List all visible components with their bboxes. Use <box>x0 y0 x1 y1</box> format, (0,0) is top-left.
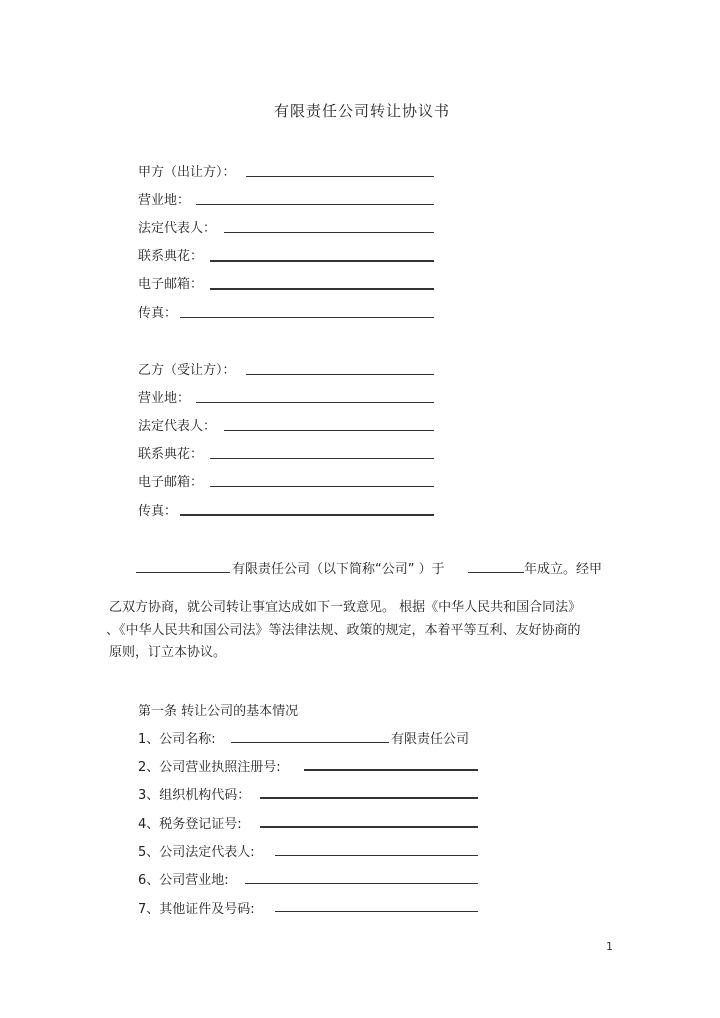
article-1-item-4: 4、税务登记证号: <box>138 817 242 832</box>
party-b-email-label: 电子邮箱： <box>138 475 204 490</box>
party-b-phone-label: 联系典花： <box>138 447 204 462</box>
party-a-heading: 甲方（出让方）： <box>138 165 236 180</box>
article-1-item-7: 7、其他证件及号码: <box>138 902 255 917</box>
party-b-fax-label: 传真： <box>138 504 178 519</box>
article-1-item-1: 1、公司名称: <box>138 732 216 747</box>
party-b-phone-field[interactable] <box>210 458 434 459</box>
intro-text-line4: 原则，订立本协议。 <box>109 645 227 660</box>
business-license-field[interactable] <box>304 769 478 771</box>
party-a-fax-field[interactable] <box>180 317 434 318</box>
tax-registration-field[interactable] <box>260 826 478 828</box>
company-name-suffix: 有限责任公司 <box>391 732 470 747</box>
party-a-name-field[interactable] <box>246 176 434 177</box>
party-a-email-label: 电子邮箱： <box>138 277 204 292</box>
party-a-email-field[interactable] <box>210 288 434 290</box>
founding-year-blank[interactable] <box>468 572 524 573</box>
party-a-phone-label: 联系典花： <box>138 249 204 264</box>
other-certificates-field[interactable] <box>275 911 478 912</box>
intro-text-2: 年成立。经甲 <box>524 562 603 577</box>
page-title: 有限责任公司转让协议书 <box>274 102 451 120</box>
party-a-address-field[interactable] <box>196 204 434 205</box>
article-1-item-5: 5、公司法定代表人: <box>138 845 255 860</box>
intro-text-line2: 乙双方协商，就公司转让事宜达成如下一致意见。 根据《中华人民共和国合同法》 <box>109 600 582 615</box>
company-name-blank[interactable] <box>136 572 230 573</box>
article-1-heading: 第一条 转让公司的基本情况 <box>138 704 299 719</box>
party-b-address-label: 营业地： <box>138 391 191 406</box>
company-address-field[interactable] <box>245 883 478 884</box>
party-b-heading: 乙方（受让方）： <box>138 363 236 378</box>
intro-text-line3: 、《中华人民共和国公司法》等法律法规、政策的规定，本着平等互利、友好协商的 <box>106 623 581 638</box>
org-code-field[interactable] <box>260 797 478 799</box>
party-b-address-field[interactable] <box>196 402 434 403</box>
party-a-address-label: 营业地： <box>138 193 191 208</box>
party-a-legal-rep-label: 法定代表人： <box>138 221 217 236</box>
party-a-phone-field[interactable] <box>210 260 434 262</box>
party-a-fax-label: 传真： <box>138 306 178 321</box>
party-b-legal-rep-label: 法定代表人： <box>138 419 217 434</box>
article-1-item-2: 2、公司营业执照注册号: <box>138 760 281 775</box>
page-number: 1 <box>606 940 613 953</box>
party-b-fax-field[interactable] <box>180 514 434 516</box>
company-name-field[interactable] <box>231 742 389 743</box>
article-1-item-3: 3、组织机构代码： <box>138 788 251 803</box>
party-b-email-field[interactable] <box>210 486 434 487</box>
legal-rep-field[interactable] <box>275 855 478 856</box>
party-a-legal-rep-field[interactable] <box>224 232 434 233</box>
article-1-item-6: 6、公司营业地: <box>138 873 229 888</box>
party-b-name-field[interactable] <box>246 374 434 375</box>
intro-text-1: 有限责任公司（以下简称“公司” ）于 <box>232 562 445 577</box>
party-b-legal-rep-field[interactable] <box>224 430 434 431</box>
